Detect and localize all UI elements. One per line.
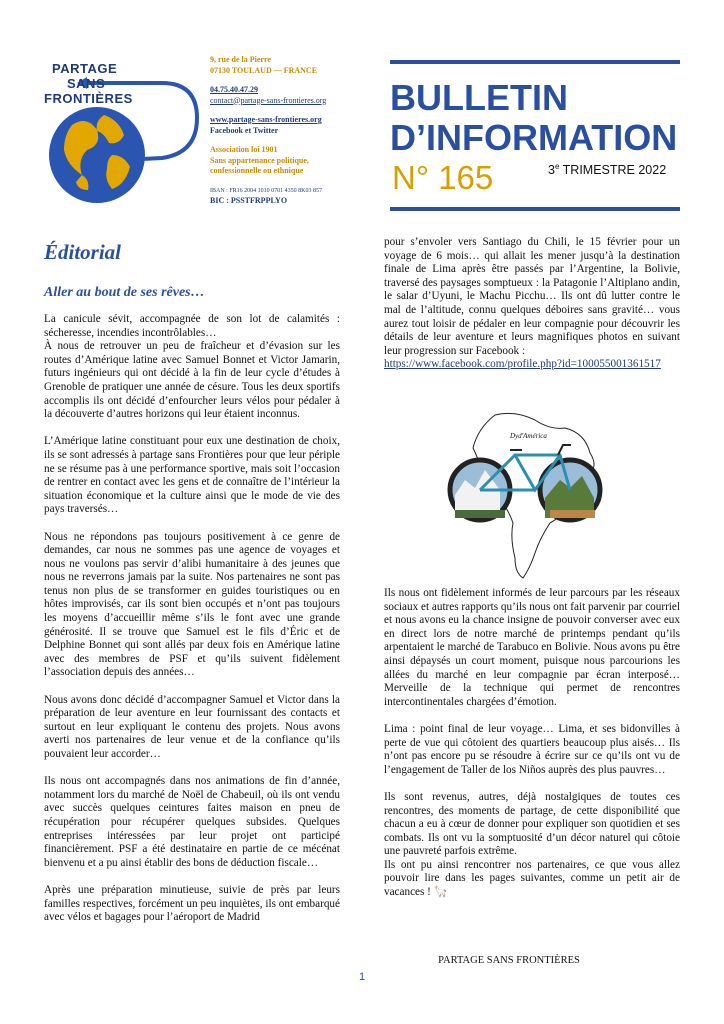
contact-block bbox=[210, 55, 370, 207]
map-label: Dyd'América bbox=[510, 432, 547, 440]
address-line-2: 07130 TOULAUD — FRANCE bbox=[210, 65, 318, 75]
quarter bbox=[548, 162, 666, 177]
logo-line-2: SANS bbox=[67, 76, 106, 91]
south-america-bike-map bbox=[440, 410, 620, 580]
website-link[interactable]: www.partage-sans-frontieres.org bbox=[210, 115, 322, 124]
right-column-top bbox=[384, 236, 680, 372]
section-heading: Éditorial bbox=[44, 240, 122, 264]
paragraph: La canicule sévit, accompagnée de son lot de calamités : sécheresse, incendies incontrôlables… bbox=[44, 313, 340, 339]
assoc-line-3: confessionnelle ou ethnique bbox=[210, 166, 304, 175]
page-number: 1 bbox=[358, 971, 366, 983]
paragraph: pour s’envoler vers Santiago du Chili, le 15 février pour un voyage de 6 mois… qui allait les mener jusqu’à la destination finale de Lima après être passés par l’Argentine, la Bolivie, traversé des paysages somptueux : la Patagonie l’Altiplano andin, le salar d’Uyuni, le Machu Picchu… Ils ont dû lutter contre le mal de l’altitude, connu quelques déboires sans gravité… vous aurez tout loisir de pédaler en leur compagnie pour découvrir les détails de leur aventure et leurs magnifiques photos en suivant leur progression sur Facebook : bbox=[384, 236, 680, 357]
logo bbox=[42, 55, 202, 210]
paragraph: Ils sont revenus, autres, déjà nostalgiques de toutes ces rencontres, des moments de partage, de cette disponibilité que chacun a eu à cœur de donner pour expliquer son quotidien et ses combats. Ils ont vu la somptuosité d’un décor naturel qui côtoie une pauvreté parfois extrême. bbox=[384, 790, 680, 858]
address-line-1: 9, rue de la Pierre bbox=[210, 55, 271, 64]
logo-line-3: FRONTIÈRES bbox=[44, 91, 133, 106]
title-line-2: D’INFORMATION bbox=[390, 117, 678, 158]
bulletin-title bbox=[390, 78, 677, 158]
assoc-line-1: Association loi 1901 bbox=[210, 145, 278, 154]
article-subtitle: Aller au bout de ses rêves… bbox=[44, 285, 205, 300]
bic: BIC : PSSTFRPPLYO bbox=[210, 196, 288, 205]
paragraph: Ils ont pu ainsi rencontrer nos partenaires, ce que vous allez pouvoir lire dans les pages suivantes, comme un petit air de vacances ! 🦙 bbox=[384, 858, 680, 899]
paragraph: Ils nous ont accompagnés dans nos animations de fin d’année, notamment lors du marché de Noël de Chabeuil, où ils ont vendu avec succès quelques ceintures faites maison en pneu de récupération pour récupérer quelques subsides. Quelques entreprises intéressées par leur projet ont participé financièrement. PSF a été destinataire en partie de ce mécénat bienvenu et a pu ainsi établir des bons de déduction fiscale… bbox=[44, 775, 340, 869]
title-bottom-rule bbox=[390, 207, 680, 211]
paragraph: Ils nous ont fidèlement informés de leur parcours par les réseaux sociaux et autres rapports qu’ils nous ont fait parvenir par courriel et nous avons eu la chance insigne de pouvoir converser avec eux en direct lors de notre marché de printemps pendant qu’ils arpentaient le marché de Tarabuco en Bolivie. Nous avons pu être ainsi dépaysés un court moment, puisque nous parcourions les allées du marché en leur compagnie par écran interposé… Merveille de la technique qui permet de rencontres intercontinentales chargées d’émotion. bbox=[384, 587, 680, 708]
facebook-link[interactable]: https://www.facebook.com/profile.php?id=100055001361517 bbox=[384, 358, 661, 371]
iban: IBAN : FR16 2004 1010 0701 4350 8K03 857 bbox=[210, 187, 323, 194]
paragraph: L’Amérique latine constituant pour eux une destination de choix, ils se sont adressés à partage sans Frontières pour que leur périple ne se résume pas à une performance sportive, mais soit l’occasion de rentrer en contact avec les gens et de connaître de l’intérieur la situation économique et la culture ainsi que le mode de vie des pays traversés… bbox=[44, 435, 340, 516]
quarter-sup: e bbox=[554, 162, 560, 171]
social-text: Facebook et Twitter bbox=[210, 125, 279, 135]
paragraph: Après une préparation minutieuse, suivie de près par leurs familles respectives, forcément un peu inquiètes, ils ont embarqué avec vélos et bagages pour l’aéroport de Madrid bbox=[44, 883, 340, 924]
email-link[interactable]: contact@partage-sans-frontieres.org bbox=[210, 95, 327, 105]
paragraph: Lima : point final de leur voyage… Lima, et ses bidonvilles à perte de vue qui côtoient des quartiers beaucoup plus aisés… Ils n’ont pas encore pu se résoudre à écrire sur ce qu’ils ont vu de l’engagement de Taller de los Niños auprès des plus pauvres… bbox=[384, 722, 680, 776]
left-column bbox=[44, 313, 340, 925]
assoc-line-2: Sans appartenance politique, bbox=[210, 155, 309, 165]
title-top-rule bbox=[390, 60, 680, 64]
right-column-bottom bbox=[384, 587, 680, 900]
issue-number: N° 165 bbox=[392, 159, 494, 196]
quarter-num: 3 bbox=[548, 163, 555, 178]
quarter-rest: TRIMESTRE 2022 bbox=[559, 163, 667, 178]
globe-arrow-icon bbox=[42, 55, 202, 210]
title-line-1: BULLETIN bbox=[390, 77, 568, 118]
paragraph: Nous ne répondons pas toujours positivement à ce genre de demandes, car nous ne sommes pas une agence de voyages et nous ne voulons pas servir d’alibi humanitaire à des jeunes que nous ne reverrons jamais par la suite. Nos partenaires ne sont pas tenus non plus de se transformer en guides touristiques ou en hôtes improvisés, car ils sont bien occupés et n’ont pas toujours les moyens d’accueillir même s’ils le font avec une grande générosité. Il se trouve que Samuel est le fils d’Éric et de Delphine Bonnet qui sont allés par deux fois en Amérique latine avec des membres de PSF et qu’ils suivent fidèlement l’association depuis des années… bbox=[44, 530, 340, 679]
logo-line-1: PARTAGE bbox=[52, 61, 118, 76]
paragraph: À nous de retrouver un peu de fraîcheur et d’évasion sur les routes d’Amérique latine avec Samuel Bonnet et Victor Jamarin, futurs ingénieurs qui ont décidé à la fin de leur cycle d’études à Grenoble de pratiquer une année de césure. Tous les deux sportifs accomplis ils ont décidé d’enfourcher leurs vélos pour pédaler à la découverte d’autres horizons qui leur étaient inconnus. bbox=[44, 340, 340, 421]
signature: PARTAGE SANS FRONTIÈRES bbox=[438, 955, 580, 966]
phone: 04.75.40.47.29 bbox=[210, 85, 258, 94]
paragraph: Nous avons donc décidé d’accompagner Samuel et Victor dans la préparation de leur aventure en leur fournissant des contacts et surtout en leur expliquant le contenu des projets. Nous avons averti nos partenaires de leur venue et de la confiance qu’ils pouvaient leur accorder… bbox=[44, 693, 340, 760]
